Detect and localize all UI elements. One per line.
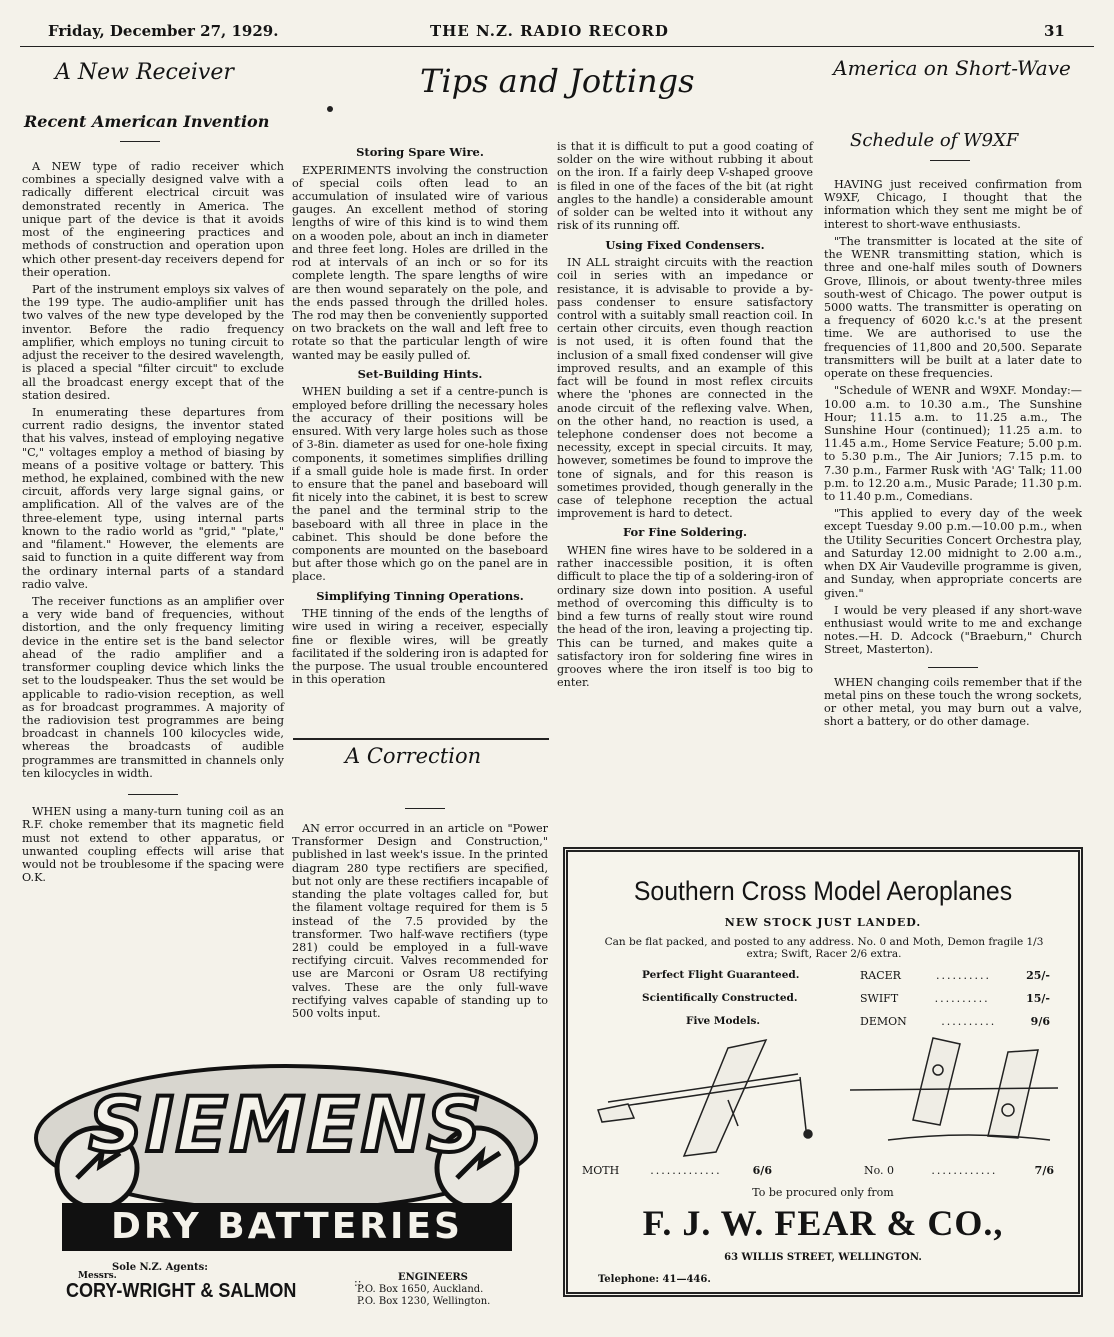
address-auckland: P.O. Box 1650, Auckland. <box>357 1284 484 1295</box>
feature-models: Five Models. <box>686 1015 761 1027</box>
model-price: 15/- <box>1026 992 1050 1005</box>
paragraph: Part of the instrument employs six valves of the 199 type. The audio-amplifier unit has two valves of the new type developed by the inventor. Before the radio frequency amplifier, which employs no tuning circuit to adjust the receiver to the desired wavelength, is placed a special "filter circuit" to exclude all the broadcast energy except that of the station desired. <box>22 282 284 402</box>
leader-dots: .......... <box>934 992 990 1005</box>
racer-aeroplane-icon <box>850 1038 1058 1140</box>
model-name: SWIFT <box>860 992 899 1005</box>
paragraph: WHEN changing coils remember that if the metal pins on these touch the wrong sockets, or other metal, you may burn out a valve, short a battery, or do other damage. <box>824 675 1082 729</box>
subhead-fixed-condensers: Using Fixed Condensers. <box>605 237 765 252</box>
divider <box>930 160 970 161</box>
price-row-demon <box>860 1015 1050 1028</box>
model-price: 6/6 <box>752 1164 772 1177</box>
publication-name: THE N.Z. RADIO RECORD <box>430 22 669 40</box>
article-title-receiver: A New Receiver <box>55 60 234 85</box>
divider <box>120 141 160 142</box>
model-aeroplane-illustration <box>588 1030 1058 1160</box>
company-name: F. J. W. FEAR & CO., <box>642 1203 1004 1243</box>
paragraph: EXPERIMENTS involving the construction of special coils often lead to an accumulation of insulated wire of various gauges. An excellent method of storing lengths of wire of this kind is to wind them on a wooden pole, about an inch in diameter and three feet long. Holes are drilled in the rod at intervals of an inch or so for its complete length. The spare lengths of wire are then wound separately on the pole, and the ends passed through the drilled holes. The rod may then be conveniently supported on two brackets on the wall and left free to rotate so that the particular length of wire wanted may be easily pulled of. <box>292 163 548 362</box>
header-rule <box>20 46 1094 47</box>
price-row-racer <box>860 969 1050 982</box>
siemens-brand: SIEMENS <box>88 1080 484 1169</box>
agents-label: Sole N.Z. Agents: <box>112 1262 208 1273</box>
paragraph: WHEN using a many-turn tuning coil as an R.F. choke remember that its magnetic field must not extend to other apparatus, or unwanted coupling effects will arise that would not be troublesome if the spacing were O.K. <box>22 805 284 885</box>
price-row-moth <box>582 1164 772 1177</box>
model-name: MOTH <box>582 1164 620 1177</box>
paragraph: IN ALL straight circuits with the reaction coil in series with an impedance or resistance, it is advisable to provide a by-pass condenser to ensure satisfactory control with a suitably small reaction coil. In certain other circuits, even though reaction is not used, it is often found that the inclusion of a small fixed condenser will give improved results, and an example of this fact will be found in most reflex circuits where the 'phones are connected in the anode circuit of the reflexing valve. When, on the other hand, no reaction is used, a telephone condenser does not become a necessity, except in special circuits. It may, however, sometimes be found to improve the tone of signals, and for this reason is sometimes provided, though generally in the case of telephone reception the actual improvement is hard to detect. <box>557 256 813 521</box>
stock-notice: NEW STOCK JUST LANDED. <box>724 916 922 929</box>
divider <box>928 667 978 668</box>
paragraph: HAVING just received confirmation from W9XF, Chicago, I thought that the information which they sent me might be of interest to short-wave enthusiasts. <box>824 178 1082 231</box>
model-name: No. 0 <box>864 1164 895 1177</box>
address-wellington: P.O. Box 1230, Wellington. <box>357 1296 491 1307</box>
divider <box>128 794 178 795</box>
price-row-no0 <box>864 1164 1054 1177</box>
feature-flight: Perfect Flight Guaranteed. <box>642 969 800 981</box>
separator-colons: :: <box>354 1276 362 1289</box>
messrs-label: Messrs. <box>78 1271 117 1281</box>
subhead-tinning: Simplifying Tinning Operations. <box>316 588 524 603</box>
leader-dots: ............. <box>650 1164 722 1177</box>
paragraph: I would be very pleased if any short-wave enthusiast would write to me and exchange notes.—H. D. Adcock ("Braeburn," Church Street, Masterton). <box>824 603 1082 657</box>
article-subtitle-receiver: Recent American Invention <box>24 112 270 131</box>
model-price: 25/- <box>1026 969 1050 982</box>
siemens-advertisement <box>22 1058 550 1308</box>
agent-name: CORY-WRIGHT & SALMON <box>66 1280 297 1302</box>
paragraph: A NEW type of radio receiver which combines a specially designed valve with a radically different electrical circuit was demonstrated recently in America. The unique part of the device is that it avoids most of the engineering practices and methods of construction and operation upon which other present-day receivers depend for their operation. <box>22 160 284 279</box>
leader-dots: ............ <box>931 1164 998 1177</box>
paragraph: AN error occurred in an article on "Power Transformer Design and Construction," published in last week's issue. In the printed diagram 280 type rectifiers are specified, but not only are these rectifiers incapable of standing the plate voltages called for, but the filament voltage required for them is 5 instead of the 7.5 provided by the transformer. Two half-wave rectifiers (type 281) could be employed in a full-wave rectifying circuit. Valves recommended for use are Marconi or Osram U8 rectifying valves. These are the only full-wave rectifying valves capable of standing up to 500 volts input. <box>292 822 548 1021</box>
leader-dots: .......... <box>936 969 992 982</box>
engineers-label: ENGINEERS <box>398 1272 468 1283</box>
paragraph: "This applied to every day of the week except Tuesday 9.00 p.m.—10.00 p.m., when the Utility Securities Concert Orchestra play, and Saturday 12.00 midnight to 2.00 a.m., when DX Air Vaudeville programme is given, and Sunday, when appropriate concerts are given." <box>824 507 1082 600</box>
bullet-dot <box>327 106 333 112</box>
paragraph: "The transmitter is located at the site of the WENR transmitting station, which is three and one-half miles south of Downers Grove, Illinois, or about twenty-three miles south-west of Chicago. The power output is 5000 watts. The transmitter is operating on a frequency of 6020 k.c.'s at the present time. We are authorised to use the frequencies of 11,800 and 20,500. Separate transmitters will be built at a later date to operate on these frequencies. <box>824 234 1082 381</box>
company-telephone: Telephone: 41—446. <box>598 1274 711 1285</box>
divider <box>405 808 445 809</box>
shortwave-article-body <box>824 178 1082 733</box>
model-name: DEMON <box>860 1015 907 1028</box>
paragraph: "Schedule of WENR and W9XF. Monday:—10.00 a.m. to 10.30 a.m., The Sunshine Hour; 11.15 a.m. to 11.25 a.m., The Sunshine Hour (continued); 11.25 a.m. to 11.45 a.m., Home Service Feature; 5.00 p.m. to 5.30 p.m., The Air Juniors; 7.15 p.m. to 7.30 p.m., Farmer Rusk with 'AG' Talk; 11.00 p.m. to 12.20 a.m., Music Parade; 11.30 p.m. to 11.40 p.m., Comedians. <box>824 384 1082 504</box>
section-title-tips: Tips and Jottings <box>420 62 695 100</box>
model-name: RACER <box>860 969 901 982</box>
paragraph: WHEN building a set if a centre-punch is employed before drilling the necessary holes the accuracy of their positions will be ensured. With very large holes such as those of 3-8in. diameter as used for one-hole fixing components, it sometimes simplifies drilling if a small guide hole is made first. In order to ensure that the panel and baseboard will fit nicely into the cabinet, it is best to screw the panel and the terminal strip to the baseboard with all three in place in the cabinet. This should be done before the components are mounted on the baseboard but after those which go on the panel are in place. <box>292 385 548 584</box>
product-name: DRY BATTERIES <box>111 1206 463 1247</box>
aeroplane-advertisement <box>563 847 1083 1297</box>
paragraph: The receiver functions as an amplifier over a very wide band of frequencies, without distortion, and the only frequency limiting device in the entire set is the band selector ahead of the radio amplifier and a transformer coupling device which links the set to the loudspeaker. Thus the set would be applicable to radio-vision reception, as well as for broadcast programmes. A majority of the radiovision test programmes are being broadcast in channels 100 kilocycles wide, whereas the broadcasts of audible programmes are transmitted in channels only ten kilocycles in width. <box>22 595 284 780</box>
paragraph: WHEN fine wires have to be soldered in a rather inaccessible position, it is often difficult to place the tip of a soldering-iron of ordinary size down into position. A useful method of overcoming this difficulty is to bind a few turns of really stout wire round the head of the iron, leaving a projecting tip. This can be turned, and makes quite a satisfactory iron for soldering fine wires in grooves where the iron itself is too big to enter. <box>557 544 813 690</box>
model-price: 9/6 <box>1030 1015 1050 1028</box>
price-row-swift <box>860 992 1050 1005</box>
subhead-spare-wire: Storing Spare Wire. <box>356 145 484 159</box>
issue-date: Friday, December 27, 1929. <box>48 22 279 40</box>
company-address: 63 WILLIS STREET, WELLINGTON. <box>724 1252 922 1263</box>
moth-aeroplane-icon <box>598 1040 812 1156</box>
feature-construction: Scientifically Constructed. <box>642 992 798 1004</box>
article-title-shortwave: America on Short-Wave <box>833 56 1071 80</box>
procure-note: To be procured only from <box>752 1186 894 1199</box>
correction-rule <box>293 738 549 740</box>
paragraph: is that it is difficult to put a good coating of solder on the wire without rubbing it about on the iron. If a fairly deep V-shaped groove is filed in one of the faces of the bit (at right angles to the handle) a considerable amount of solder can be welted into it without any risk of its running off. <box>557 140 813 233</box>
page-number: 31 <box>1044 22 1065 40</box>
shipping-info: Can be flat packed, and posted to any address. No. 0 and Moth, Demon fragile 1/3 extra; Swift, Racer 2/6 extra. <box>604 936 1044 961</box>
ad-title: Southern Cross Model Aeroplanes <box>633 876 1013 906</box>
tips-column-1 <box>292 140 548 691</box>
subhead-fine-soldering: For Fine Soldering. <box>622 525 748 540</box>
tips-column-2 <box>557 140 813 693</box>
leader-dots: .......... <box>941 1015 997 1028</box>
paragraph: In enumerating these departures from current radio designs, the inventor stated that his valves, instead of employing negative "C," voltages employ a method of biasing by means of a positive voltage or battery. This method, he explained, combined with the new circuit, affords very large signal gains, or amplification. All of the valves are of the three-element type, using internal parts known to the radio world as "grid," "plate," and "filament." However, the elements are said to function in a quite different way from the ordinary internal parts of a standard radio valve. <box>22 405 284 591</box>
model-price: 7/6 <box>1034 1164 1054 1177</box>
subhead-set-building: Set-Building Hints. <box>357 366 483 381</box>
correction-body <box>292 822 548 1024</box>
paragraph: THE tinning of the ends of the lengths of wire used in wiring a receiver, especially fine or flexible wires, will be greatly facilitated if the soldering iron is adapted for the purpose. The usual trouble encountered in this operation <box>292 607 548 687</box>
correction-title: A Correction <box>345 744 482 768</box>
receiver-article-body <box>22 160 284 888</box>
article-subtitle-w9xf: Schedule of W9XF <box>850 130 1019 151</box>
